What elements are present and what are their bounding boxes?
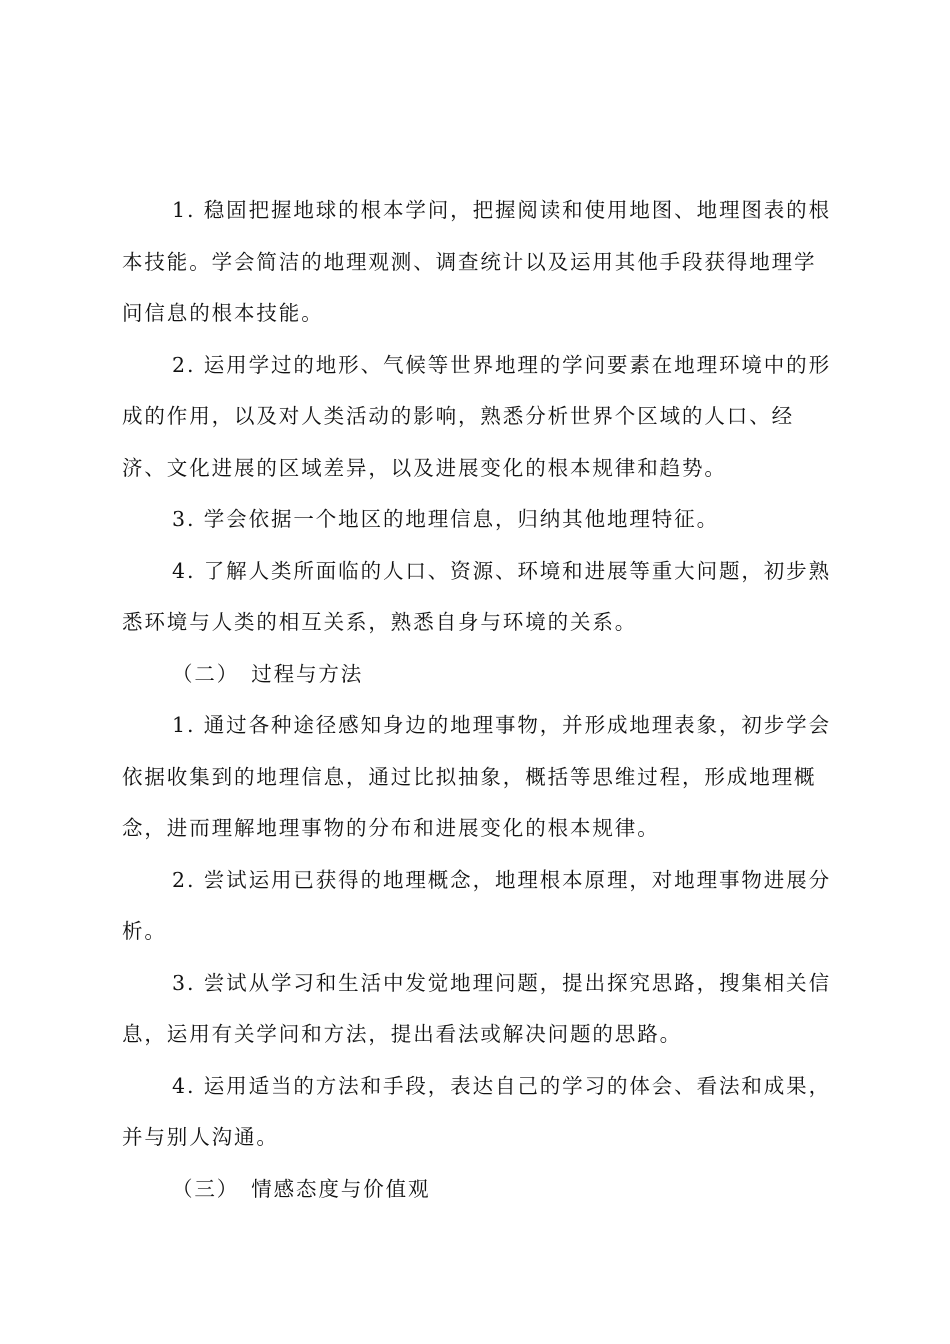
document-body	[122, 185, 834, 1215]
paragraph-line: 2. 尝试运用已获得的地理概念，地理根本原理，对地理事物进展分	[172, 867, 831, 892]
paragraph-knowledge-4	[122, 546, 834, 649]
paragraph-line: 问信息的根本技能。	[122, 301, 324, 325]
paragraph-line: 并与别人沟通。	[122, 1125, 279, 1149]
section-title: 过程与方法	[251, 661, 364, 686]
paragraph-line: 1. 通过各种途径感知身边的地理事物，并形成地理表象，初步学会	[172, 713, 831, 737]
section-heading-attitude-values	[122, 1164, 834, 1216]
paragraph-line: 4. 运用适当的方法和手段，表达自己的学习的体会、看法和成果，	[172, 1073, 831, 1098]
paragraph-knowledge-2	[122, 340, 834, 495]
paragraph-line: 悉环境与人类的相互关系，熟悉自身与环境的关系。	[122, 610, 638, 634]
section-heading-process-method	[122, 649, 834, 701]
paragraph-line: 济、文化进展的区域差异，以及进展变化的根本规律和趋势。	[122, 455, 727, 480]
paragraph-line: 念，进而理解地理事物的分布和进展变化的根本规律。	[122, 816, 660, 840]
paragraph-process-2	[122, 855, 834, 958]
paragraph-process-1	[122, 700, 834, 855]
paragraph-process-4	[122, 1061, 834, 1164]
paragraph-line: 成的作用，以及对人类活动的影响，熟悉分析世界个区域的人口、经	[122, 404, 794, 428]
paragraph-line: 3. 学会依据一个地区的地理信息，归纳其他地理特征。	[172, 507, 719, 531]
paragraph-process-3	[122, 958, 834, 1061]
paragraph-line: 依据收集到的地理信息，通过比拟抽象，概括等思维过程，形成地理概	[122, 764, 817, 789]
paragraph-knowledge-1	[122, 185, 834, 340]
paragraph-line: 析。	[122, 919, 167, 943]
paragraph-line: 1. 稳固把握地球的根本学问，把握阅读和使用地图、地理图表的根	[172, 198, 831, 222]
paragraph-line: 4. 了解人类所面临的人口、资源、环境和进展等重大问题，初步熟	[172, 558, 831, 583]
section-number: （三）	[172, 1176, 240, 1201]
section-number: （二）	[172, 661, 240, 686]
paragraph-line: 2. 运用学过的地形、气候等世界地理的学问要素在地理环境中的形	[172, 352, 831, 377]
paragraph-line: 息，运用有关学问和方法，提出看法或解决问题的思路。	[122, 1022, 682, 1046]
paragraph-line: 本技能。学会简洁的地理观测、调查统计以及运用其他手段获得地理学	[122, 249, 817, 274]
paragraph-line: 3. 尝试从学习和生活中发觉地理问题，提出探究思路，搜集相关信	[172, 970, 831, 995]
paragraph-knowledge-3	[122, 494, 834, 546]
section-title: 情感态度与价值观	[251, 1176, 431, 1201]
